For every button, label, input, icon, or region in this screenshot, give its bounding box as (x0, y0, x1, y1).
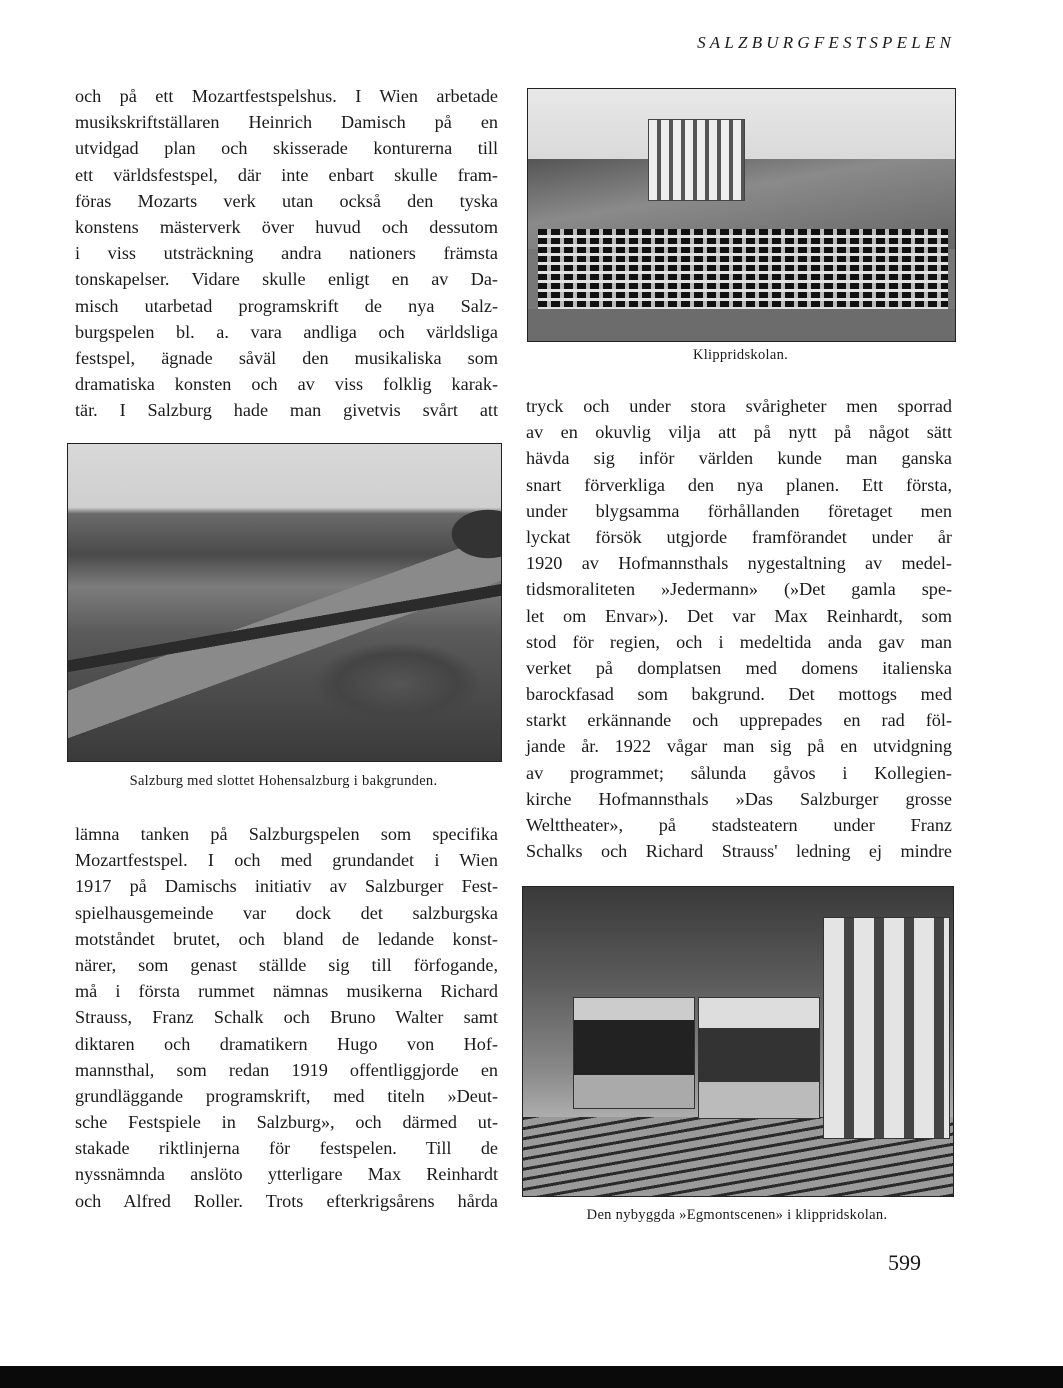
text-line: tidsmoraliteten »Jedermann» (»Det gamla spe- (526, 579, 952, 600)
text-line: konstens mästerverk över huvud och dessutom (75, 216, 498, 237)
text-line: spielhausgemeinde var dock det salzburgska (75, 902, 498, 923)
caption-egmontscenen: Den nybyggda »Egmontscenen» i klippridskolan. (586, 1207, 888, 1223)
text-line: och på ett Mozartfestspelshus. I Wien arbetade (75, 86, 498, 106)
photo-arcades (538, 229, 948, 309)
photo-egmontscenen (522, 886, 954, 1197)
text-line: barockfasad som bakgrund. Det mottogs med (526, 684, 952, 705)
text-line: kirche Hofmannsthals »Das Salzburger grosse (526, 788, 952, 809)
text-line: stod för regien, och i medeltida anda gav man (526, 631, 952, 652)
running-head: SALZBURGFESTSPELEN (697, 33, 955, 52)
photo-stage-center (698, 997, 820, 1119)
scan-border (0, 1366, 1063, 1388)
text-line: misch utarbetad programskrift de nya Salz- (75, 295, 498, 316)
text-line: lämna tanken på Salzburgspelen som specifika (75, 824, 498, 844)
text-line: tonskapelser. Vidare skulle enligt en av Da- (75, 269, 498, 290)
photo-salzburg-view (67, 443, 502, 762)
text-line: dramatiska konsten och av viss folklig karak- (75, 374, 498, 395)
text-line: burgspelen bl. a. vara andliga och världsliga (75, 321, 498, 342)
text-line: sche Festspiele in Salzburg», och därmed ut- (75, 1112, 498, 1133)
photo-ground (528, 309, 955, 341)
text-line: 1920 av Hofmannsthals nygestaltning av medel- (526, 553, 952, 574)
text-line: let om Envar»). Det var Max Reinhardt, som (526, 605, 952, 626)
text-line: tär. I Salzburg hade man givetvis svårt att (75, 400, 498, 421)
text-line: föras Mozarts verk utan också den tyska (75, 190, 498, 211)
text-line: närer, som genast ställde sig till förfogande, (75, 954, 498, 975)
left-paragraph-1 (75, 83, 498, 423)
text-line: av programmet; sålunda gåvos i Kollegien- (526, 762, 952, 783)
text-line: verket på domplatsen med domens italienska (526, 657, 952, 678)
right-paragraph (526, 393, 952, 864)
left-paragraph-2 (75, 821, 498, 1214)
text-line: jande år. 1922 vågar man sig på en utvidgning (526, 736, 952, 757)
text-line: Schalks och Richard Strauss' ledning ej mindre (526, 841, 952, 862)
text-line: motståndet brutet, och bland de ledande konst- (75, 928, 498, 949)
text-line: Strauss, Franz Schalk och Bruno Walter samt (75, 1007, 498, 1028)
text-line: stakade riktlinjerna för festspelen. Till de (75, 1138, 498, 1159)
text-line: Welttheater», på stadsteatern under Franz (526, 815, 952, 835)
photo-klippridskolan (527, 88, 956, 342)
text-line: snart förverkliga den nya planen. Ett första, (526, 474, 952, 495)
caption-klippridskolan: Klippridskolan. (692, 347, 789, 363)
text-line: under blygsamma förhållanden företaget men (526, 500, 952, 521)
text-line: mannsthal, som redan 1919 offentliggjorde en (75, 1059, 498, 1080)
text-line: 1917 på Damischs initiativ av Salzburger Fest- (75, 876, 498, 897)
photo-building (648, 119, 745, 201)
text-line: grundläggande programskrift, med titeln »Deut- (75, 1085, 498, 1106)
text-line: musikskriftställaren Heinrich Damisch på en (75, 112, 498, 133)
text-line: av en okuvlig vilja att på nytt på något sätt (526, 422, 952, 443)
text-line: tryck och under stora svårigheter men sporrad (526, 396, 952, 416)
text-line: och Alfred Roller. Trots efterkrigsårens hårda (75, 1190, 498, 1211)
text-line: i viss utsträckning andra nationers främsta (75, 243, 498, 264)
text-line: må i första rummet nämnas musikerna Richard (75, 981, 498, 1002)
photo-portal (823, 917, 950, 1139)
text-line: ett världsfestspel, där inte enbart skulle fram- (75, 164, 498, 185)
text-line: nyssnämnda anslöto ytterligare Max Reinhardt (75, 1164, 498, 1185)
page-number: 599 (888, 1250, 921, 1275)
text-line: festspel, ägnade såväl den musikaliska som (75, 347, 498, 368)
photo-stage-left (573, 997, 695, 1109)
text-line: diktaren och dramatikern Hugo von Hof- (75, 1033, 498, 1054)
text-line: hävda sig inför världen kunde man ganska (526, 448, 952, 469)
caption-salzburg: Salzburg med slottet Hohensalzburg i bakgrunden. (129, 773, 438, 789)
text-line: lyckat försök utgjorde framförandet under år (526, 526, 952, 547)
text-line: starkt erkännande och upprepades en rad föl- (526, 710, 952, 731)
text-line: Mozartfestspel. I och med grundandet i Wien (75, 850, 498, 871)
text-line: utvidgad plan och skisserade konturerna till (75, 138, 498, 159)
